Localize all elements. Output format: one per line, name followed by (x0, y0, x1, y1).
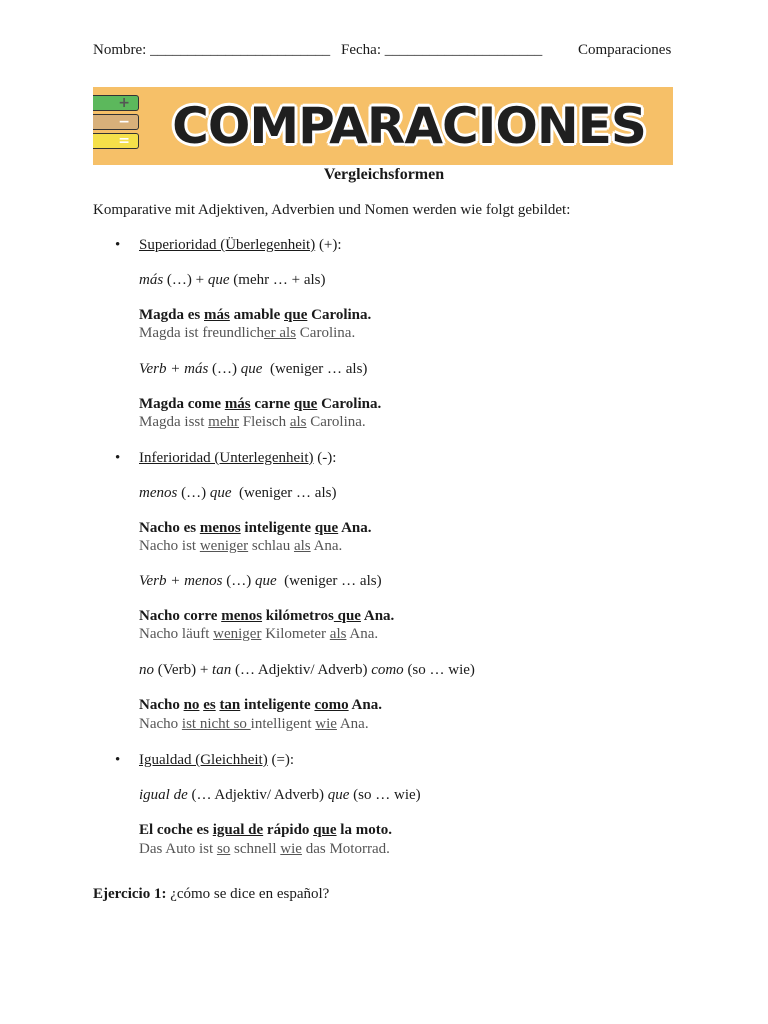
section-superioridad: Superioridad (Überlegenheit) (+): (139, 237, 342, 253)
bullet: • (115, 237, 121, 253)
section-heading: Igualdad (Gleichheit) (139, 752, 268, 768)
minus-bar: − (93, 114, 139, 130)
title-banner (93, 87, 673, 165)
section-heading: Superioridad (Überlegenheit) (139, 237, 316, 253)
example-sentence: Nacho corre menos kilómetros que Ana. (139, 608, 395, 624)
nombre-field[interactable]: Nombre: ________________________ (93, 42, 331, 58)
formula: no (Verb) + tan (… Adjektiv/ Adverb) como (so … wie) (139, 662, 475, 678)
translation: Nacho ist weniger schlau als Ana. (139, 538, 343, 554)
bullet: • (115, 752, 121, 768)
page-subtitle: Vergleichsformen (323, 166, 445, 183)
bullet: • (115, 450, 121, 466)
comparison-bars-icon (93, 95, 139, 152)
formula: igual de (… Adjektiv/ Adverb) que (so … wie) (139, 787, 421, 803)
intro-text: Komparative mit Adjektiven, Adverbien und Nomen werden wie folgt gebildet: (93, 202, 571, 218)
translation: Nacho ist nicht so intelligent wie Ana. (139, 716, 369, 732)
formula: Verb + menos (…) que (weniger … als) (139, 573, 382, 589)
banner-title: COMPARACIONES (172, 97, 646, 155)
exercise-prompt: Ejercicio 1: ¿cómo se dice en español? (93, 886, 330, 902)
formula: más (…) + que (mehr … + als) (139, 272, 326, 288)
formula: Verb + más (…) que (weniger … als) (139, 361, 368, 377)
header-topic: Comparaciones (578, 42, 672, 58)
translation: Nacho läuft weniger Kilometer als Ana. (139, 626, 379, 642)
example-sentence: Nacho es menos inteligente que Ana. (139, 520, 372, 536)
section-inferioridad: Inferioridad (Unterlegenheit) (-): (139, 450, 337, 466)
example-sentence: Magda come más carne que Carolina. (139, 396, 382, 412)
translation: Magda ist freundlicher als Carolina. (139, 325, 356, 341)
fecha-field[interactable]: Fecha: _____________________ (341, 42, 543, 58)
exercise-label: Ejercicio 1: (93, 886, 167, 902)
formula: menos (…) que (weniger … als) (139, 485, 337, 501)
section-heading: Inferioridad (Unterlegenheit) (139, 450, 314, 466)
example-sentence: Nacho no es tan inteligente como Ana. (139, 697, 382, 713)
translation: Das Auto ist so schnell wie das Motorrad. (139, 841, 390, 857)
example-sentence: El coche es igual de rápido que la moto. (139, 822, 392, 838)
plus-bar: + (93, 95, 139, 111)
section-igualdad: Igualdad (Gleichheit) (=): (139, 752, 295, 768)
equal-bar: = (93, 133, 139, 149)
example-sentence: Magda es más amable que Carolina. (139, 307, 372, 323)
translation: Magda isst mehr Fleisch als Carolina. (139, 414, 366, 430)
